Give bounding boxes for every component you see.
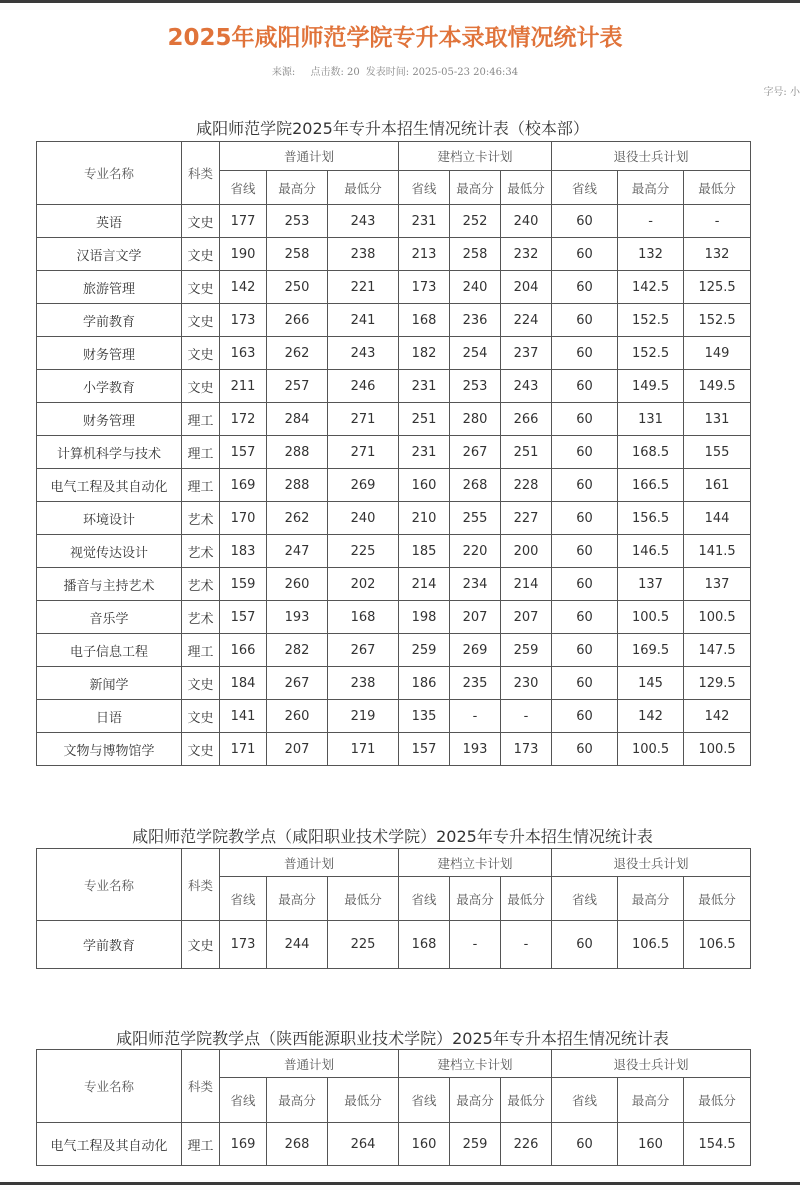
header-max-score: 最高分 xyxy=(267,1078,328,1123)
header-major: 专业名称 xyxy=(37,1050,182,1123)
veteran-max-score: 100.5 xyxy=(618,601,684,634)
table-row xyxy=(37,436,751,469)
major-name: 英语 xyxy=(37,205,182,238)
veteran-provincial-line: 60 xyxy=(552,601,618,634)
header-poverty-plan: 建档立卡计划 xyxy=(399,1050,552,1078)
poverty-max-score: 259 xyxy=(450,1123,501,1166)
veteran-max-score: 100.5 xyxy=(618,733,684,766)
header-provincial-line: 省线 xyxy=(399,171,450,205)
regular-max-score: 288 xyxy=(267,469,328,502)
header-major: 专业名称 xyxy=(37,142,182,205)
regular-min-score: 221 xyxy=(328,271,399,304)
poverty-provincial-line: 210 xyxy=(399,502,450,535)
regular-min-score: 238 xyxy=(328,667,399,700)
veteran-min-score: 129.5 xyxy=(684,667,751,700)
regular-provincial-line: 157 xyxy=(220,436,267,469)
regular-min-score: 171 xyxy=(328,733,399,766)
major-name: 音乐学 xyxy=(37,601,182,634)
article-meta xyxy=(0,63,790,78)
category: 艺术 xyxy=(182,568,220,601)
table-title-main-campus: 咸阳师范学院2025年专升本招生情况统计表（校本部） xyxy=(196,119,589,138)
veteran-max-score: 168.5 xyxy=(618,436,684,469)
regular-max-score: 262 xyxy=(267,502,328,535)
regular-max-score: 282 xyxy=(267,634,328,667)
regular-min-score: 243 xyxy=(328,205,399,238)
veteran-min-score: 100.5 xyxy=(684,601,751,634)
poverty-max-score: 193 xyxy=(450,733,501,766)
major-name: 财务管理 xyxy=(37,337,182,370)
category: 文史 xyxy=(182,370,220,403)
veteran-min-score: 137 xyxy=(684,568,751,601)
click-count: 点击数: 20 xyxy=(310,67,360,78)
header-min-score: 最低分 xyxy=(684,171,751,205)
table-row xyxy=(37,535,751,568)
header-provincial-line: 省线 xyxy=(552,1078,618,1123)
header-max-score: 最高分 xyxy=(267,877,328,921)
header-regular-plan: 普通计划 xyxy=(220,849,399,877)
regular-min-score: 238 xyxy=(328,238,399,271)
header-major: 专业名称 xyxy=(37,849,182,921)
veteran-min-score: 125.5 xyxy=(684,271,751,304)
category: 艺术 xyxy=(182,535,220,568)
poverty-min-score: 224 xyxy=(501,304,552,337)
regular-provincial-line: 177 xyxy=(220,205,267,238)
poverty-provincial-line: 135 xyxy=(399,700,450,733)
poverty-min-score: 204 xyxy=(501,271,552,304)
major-name: 视觉传达设计 xyxy=(37,535,182,568)
table-row xyxy=(37,667,751,700)
poverty-provincial-line: 168 xyxy=(399,921,450,969)
veteran-provincial-line: 60 xyxy=(552,1123,618,1166)
regular-min-score: 240 xyxy=(328,502,399,535)
veteran-provincial-line: 60 xyxy=(552,403,618,436)
regular-max-score: 250 xyxy=(267,271,328,304)
veteran-min-score: 106.5 xyxy=(684,921,751,969)
regular-provincial-line: 142 xyxy=(220,271,267,304)
table-row xyxy=(37,733,751,766)
category: 文史 xyxy=(182,337,220,370)
header-min-score: 最低分 xyxy=(501,1078,552,1123)
poverty-min-score: 240 xyxy=(501,205,552,238)
regular-min-score: 264 xyxy=(328,1123,399,1166)
major-name: 电气工程及其自动化 xyxy=(37,1123,182,1166)
veteran-min-score: 149 xyxy=(684,337,751,370)
poverty-min-score: 266 xyxy=(501,403,552,436)
major-name: 日语 xyxy=(37,700,182,733)
veteran-provincial-line: 60 xyxy=(552,469,618,502)
veteran-max-score: 160 xyxy=(618,1123,684,1166)
font-size-control[interactable]: 字号: 小 xyxy=(763,87,800,98)
poverty-min-score: 214 xyxy=(501,568,552,601)
poverty-min-score: - xyxy=(501,700,552,733)
poverty-provincial-line: 214 xyxy=(399,568,450,601)
poverty-provincial-line: 157 xyxy=(399,733,450,766)
regular-max-score: 258 xyxy=(267,238,328,271)
veteran-min-score: 142 xyxy=(684,700,751,733)
header-min-score: 最低分 xyxy=(501,171,552,205)
header-provincial-line: 省线 xyxy=(220,877,267,921)
poverty-max-score: 234 xyxy=(450,568,501,601)
major-name: 旅游管理 xyxy=(37,271,182,304)
regular-min-score: 246 xyxy=(328,370,399,403)
regular-provincial-line: 159 xyxy=(220,568,267,601)
regular-max-score: 244 xyxy=(267,921,328,969)
category: 艺术 xyxy=(182,601,220,634)
regular-max-score: 193 xyxy=(267,601,328,634)
regular-min-score: 225 xyxy=(328,921,399,969)
stats-table-main-campus xyxy=(36,141,751,766)
major-name: 文物与博物馆学 xyxy=(37,733,182,766)
veteran-min-score: 141.5 xyxy=(684,535,751,568)
category: 文史 xyxy=(182,700,220,733)
veteran-provincial-line: 60 xyxy=(552,568,618,601)
poverty-provincial-line: 259 xyxy=(399,634,450,667)
table-row xyxy=(37,337,751,370)
header-min-score: 最低分 xyxy=(328,1078,399,1123)
header-veteran-plan: 退役士兵计划 xyxy=(552,1050,751,1078)
veteran-max-score: 131 xyxy=(618,403,684,436)
table-body xyxy=(37,921,751,969)
veteran-provincial-line: 60 xyxy=(552,304,618,337)
poverty-max-score: 207 xyxy=(450,601,501,634)
table-title-shaanxi-energy-vocational: 咸阳师范学院教学点（陕西能源职业技术学院）2025年专升本招生情况统计表 xyxy=(116,1029,669,1048)
category: 理工 xyxy=(182,469,220,502)
regular-provincial-line: 173 xyxy=(220,304,267,337)
header-provincial-line: 省线 xyxy=(399,877,450,921)
poverty-max-score: 280 xyxy=(450,403,501,436)
header-min-score: 最低分 xyxy=(328,877,399,921)
poverty-provincial-line: 251 xyxy=(399,403,450,436)
regular-provincial-line: 171 xyxy=(220,733,267,766)
regular-provincial-line: 172 xyxy=(220,403,267,436)
table-body xyxy=(37,205,751,766)
poverty-max-score: 220 xyxy=(450,535,501,568)
veteran-max-score: 149.5 xyxy=(618,370,684,403)
veteran-provincial-line: 60 xyxy=(552,667,618,700)
veteran-provincial-line: 60 xyxy=(552,733,618,766)
veteran-max-score: 156.5 xyxy=(618,502,684,535)
veteran-provincial-line: 60 xyxy=(552,436,618,469)
veteran-max-score: 142.5 xyxy=(618,271,684,304)
major-name: 电气工程及其自动化 xyxy=(37,469,182,502)
poverty-provincial-line: 213 xyxy=(399,238,450,271)
header-poverty-plan: 建档立卡计划 xyxy=(399,849,552,877)
poverty-provincial-line: 160 xyxy=(399,469,450,502)
veteran-min-score: 131 xyxy=(684,403,751,436)
veteran-provincial-line: 60 xyxy=(552,535,618,568)
regular-min-score: 168 xyxy=(328,601,399,634)
poverty-min-score: 251 xyxy=(501,436,552,469)
regular-min-score: 219 xyxy=(328,700,399,733)
page-title: 2025年咸阳师范学院专升本录取情况统计表 xyxy=(167,25,623,51)
poverty-min-score: 207 xyxy=(501,601,552,634)
veteran-min-score: 147.5 xyxy=(684,634,751,667)
header-poverty-plan: 建档立卡计划 xyxy=(399,142,552,171)
regular-min-score: 202 xyxy=(328,568,399,601)
regular-provincial-line: 190 xyxy=(220,238,267,271)
regular-min-score: 225 xyxy=(328,535,399,568)
header-min-score: 最低分 xyxy=(684,1078,751,1123)
regular-min-score: 271 xyxy=(328,403,399,436)
source-label: 来源: xyxy=(271,67,296,78)
veteran-max-score: 146.5 xyxy=(618,535,684,568)
poverty-max-score: 252 xyxy=(450,205,501,238)
stats-table-shaanxi-energy-vocational xyxy=(36,1049,751,1166)
header-provincial-line: 省线 xyxy=(552,171,618,205)
header-provincial-line: 省线 xyxy=(220,1078,267,1123)
poverty-min-score: 232 xyxy=(501,238,552,271)
major-name: 电子信息工程 xyxy=(37,634,182,667)
poverty-max-score: 267 xyxy=(450,436,501,469)
table-row xyxy=(37,1123,751,1166)
veteran-min-score: 155 xyxy=(684,436,751,469)
veteran-provincial-line: 60 xyxy=(552,205,618,238)
veteran-min-score: - xyxy=(684,205,751,238)
category: 理工 xyxy=(182,403,220,436)
veteran-min-score: 144 xyxy=(684,502,751,535)
poverty-min-score: 243 xyxy=(501,370,552,403)
veteran-min-score: 154.5 xyxy=(684,1123,751,1166)
major-name: 新闻学 xyxy=(37,667,182,700)
veteran-max-score: 145 xyxy=(618,667,684,700)
major-name: 环境设计 xyxy=(37,502,182,535)
poverty-max-score: 255 xyxy=(450,502,501,535)
header-max-score: 最高分 xyxy=(267,171,328,205)
regular-max-score: 257 xyxy=(267,370,328,403)
regular-min-score: 267 xyxy=(328,634,399,667)
veteran-min-score: 100.5 xyxy=(684,733,751,766)
regular-provincial-line: 184 xyxy=(220,667,267,700)
veteran-min-score: 152.5 xyxy=(684,304,751,337)
table-row xyxy=(37,205,751,238)
major-name: 小学教育 xyxy=(37,370,182,403)
poverty-max-score: 253 xyxy=(450,370,501,403)
poverty-min-score: 259 xyxy=(501,634,552,667)
regular-max-score: 284 xyxy=(267,403,328,436)
veteran-provincial-line: 60 xyxy=(552,921,618,969)
veteran-provincial-line: 60 xyxy=(552,634,618,667)
table-title-xianyang-vocational: 咸阳师范学院教学点（咸阳职业技术学院）2025年专升本招生情况统计表 xyxy=(132,827,653,846)
major-name: 学前教育 xyxy=(37,304,182,337)
table-row xyxy=(37,238,751,271)
veteran-max-score: 106.5 xyxy=(618,921,684,969)
veteran-max-score: 152.5 xyxy=(618,304,684,337)
table-row xyxy=(37,403,751,436)
regular-max-score: 267 xyxy=(267,667,328,700)
poverty-min-score: 237 xyxy=(501,337,552,370)
poverty-min-score: 200 xyxy=(501,535,552,568)
regular-min-score: 271 xyxy=(328,436,399,469)
category: 艺术 xyxy=(182,502,220,535)
category: 文史 xyxy=(182,238,220,271)
veteran-min-score: 161 xyxy=(684,469,751,502)
poverty-min-score: - xyxy=(501,921,552,969)
veteran-max-score: 169.5 xyxy=(618,634,684,667)
header-min-score: 最低分 xyxy=(501,877,552,921)
poverty-provincial-line: 160 xyxy=(399,1123,450,1166)
header-provincial-line: 省线 xyxy=(220,171,267,205)
poverty-min-score: 173 xyxy=(501,733,552,766)
table-row xyxy=(37,921,751,969)
header-provincial-line: 省线 xyxy=(399,1078,450,1123)
poverty-provincial-line: 185 xyxy=(399,535,450,568)
regular-min-score: 269 xyxy=(328,469,399,502)
poverty-max-score: 236 xyxy=(450,304,501,337)
veteran-provincial-line: 60 xyxy=(552,271,618,304)
poverty-max-score: 268 xyxy=(450,469,501,502)
veteran-max-score: - xyxy=(618,205,684,238)
veteran-min-score: 132 xyxy=(684,238,751,271)
header-min-score: 最低分 xyxy=(684,877,751,921)
header-regular-plan: 普通计划 xyxy=(220,1050,399,1078)
veteran-provincial-line: 60 xyxy=(552,502,618,535)
header-veteran-plan: 退役士兵计划 xyxy=(552,849,751,877)
header-max-score: 最高分 xyxy=(450,171,501,205)
category: 文史 xyxy=(182,205,220,238)
regular-max-score: 260 xyxy=(267,700,328,733)
veteran-provincial-line: 60 xyxy=(552,370,618,403)
poverty-provincial-line: 231 xyxy=(399,370,450,403)
major-name: 计算机科学与技术 xyxy=(37,436,182,469)
poverty-min-score: 230 xyxy=(501,667,552,700)
category: 理工 xyxy=(182,634,220,667)
category: 理工 xyxy=(182,436,220,469)
header-category: 科类 xyxy=(182,1050,220,1123)
regular-provincial-line: 166 xyxy=(220,634,267,667)
table-body xyxy=(37,1123,751,1166)
header-regular-plan: 普通计划 xyxy=(220,142,399,171)
regular-provincial-line: 211 xyxy=(220,370,267,403)
regular-provincial-line: 141 xyxy=(220,700,267,733)
poverty-provincial-line: 186 xyxy=(399,667,450,700)
stats-table-xianyang-vocational xyxy=(36,848,751,969)
regular-max-score: 253 xyxy=(267,205,328,238)
table-row xyxy=(37,634,751,667)
table-row xyxy=(37,502,751,535)
regular-provincial-line: 173 xyxy=(220,921,267,969)
poverty-provincial-line: 168 xyxy=(399,304,450,337)
regular-max-score: 268 xyxy=(267,1123,328,1166)
category: 文史 xyxy=(182,667,220,700)
regular-max-score: 260 xyxy=(267,568,328,601)
veteran-max-score: 152.5 xyxy=(618,337,684,370)
major-name: 学前教育 xyxy=(37,921,182,969)
poverty-provincial-line: 231 xyxy=(399,436,450,469)
poverty-max-score: 254 xyxy=(450,337,501,370)
top-bar xyxy=(0,0,800,3)
header-veteran-plan: 退役士兵计划 xyxy=(552,142,751,171)
regular-max-score: 247 xyxy=(267,535,328,568)
table-row xyxy=(37,601,751,634)
header-category: 科类 xyxy=(182,849,220,921)
regular-min-score: 241 xyxy=(328,304,399,337)
poverty-max-score: - xyxy=(450,921,501,969)
table-row xyxy=(37,700,751,733)
table-row xyxy=(37,304,751,337)
regular-provincial-line: 169 xyxy=(220,1123,267,1166)
veteran-provincial-line: 60 xyxy=(552,337,618,370)
poverty-provincial-line: 198 xyxy=(399,601,450,634)
header-min-score: 最低分 xyxy=(328,171,399,205)
veteran-max-score: 166.5 xyxy=(618,469,684,502)
veteran-max-score: 137 xyxy=(618,568,684,601)
header-max-score: 最高分 xyxy=(618,877,684,921)
poverty-provincial-line: 231 xyxy=(399,205,450,238)
regular-provincial-line: 157 xyxy=(220,601,267,634)
poverty-min-score: 228 xyxy=(501,469,552,502)
header-category: 科类 xyxy=(182,142,220,205)
veteran-provincial-line: 60 xyxy=(552,238,618,271)
table-row xyxy=(37,469,751,502)
poverty-max-score: 258 xyxy=(450,238,501,271)
regular-provincial-line: 169 xyxy=(220,469,267,502)
category: 文史 xyxy=(182,921,220,969)
publish-time: 发表时间: 2025-05-23 20:46:34 xyxy=(365,67,519,78)
category: 文史 xyxy=(182,733,220,766)
table-row xyxy=(37,568,751,601)
poverty-max-score: 240 xyxy=(450,271,501,304)
regular-max-score: 207 xyxy=(267,733,328,766)
veteran-max-score: 132 xyxy=(618,238,684,271)
poverty-max-score: 235 xyxy=(450,667,501,700)
poverty-max-score: 269 xyxy=(450,634,501,667)
header-max-score: 最高分 xyxy=(450,1078,501,1123)
major-name: 汉语言文学 xyxy=(37,238,182,271)
header-max-score: 最高分 xyxy=(618,1078,684,1123)
table-row xyxy=(37,271,751,304)
header-max-score: 最高分 xyxy=(618,171,684,205)
category: 文史 xyxy=(182,304,220,337)
poverty-max-score: - xyxy=(450,700,501,733)
regular-max-score: 288 xyxy=(267,436,328,469)
veteran-provincial-line: 60 xyxy=(552,700,618,733)
major-name: 财务管理 xyxy=(37,403,182,436)
header-provincial-line: 省线 xyxy=(552,877,618,921)
poverty-min-score: 227 xyxy=(501,502,552,535)
regular-max-score: 266 xyxy=(267,304,328,337)
regular-max-score: 262 xyxy=(267,337,328,370)
poverty-provincial-line: 173 xyxy=(399,271,450,304)
category: 理工 xyxy=(182,1123,220,1166)
poverty-provincial-line: 182 xyxy=(399,337,450,370)
regular-min-score: 243 xyxy=(328,337,399,370)
table-row xyxy=(37,370,751,403)
category: 文史 xyxy=(182,271,220,304)
veteran-min-score: 149.5 xyxy=(684,370,751,403)
regular-provincial-line: 163 xyxy=(220,337,267,370)
header-max-score: 最高分 xyxy=(450,877,501,921)
major-name: 播音与主持艺术 xyxy=(37,568,182,601)
regular-provincial-line: 183 xyxy=(220,535,267,568)
veteran-max-score: 142 xyxy=(618,700,684,733)
poverty-min-score: 226 xyxy=(501,1123,552,1166)
regular-provincial-line: 170 xyxy=(220,502,267,535)
